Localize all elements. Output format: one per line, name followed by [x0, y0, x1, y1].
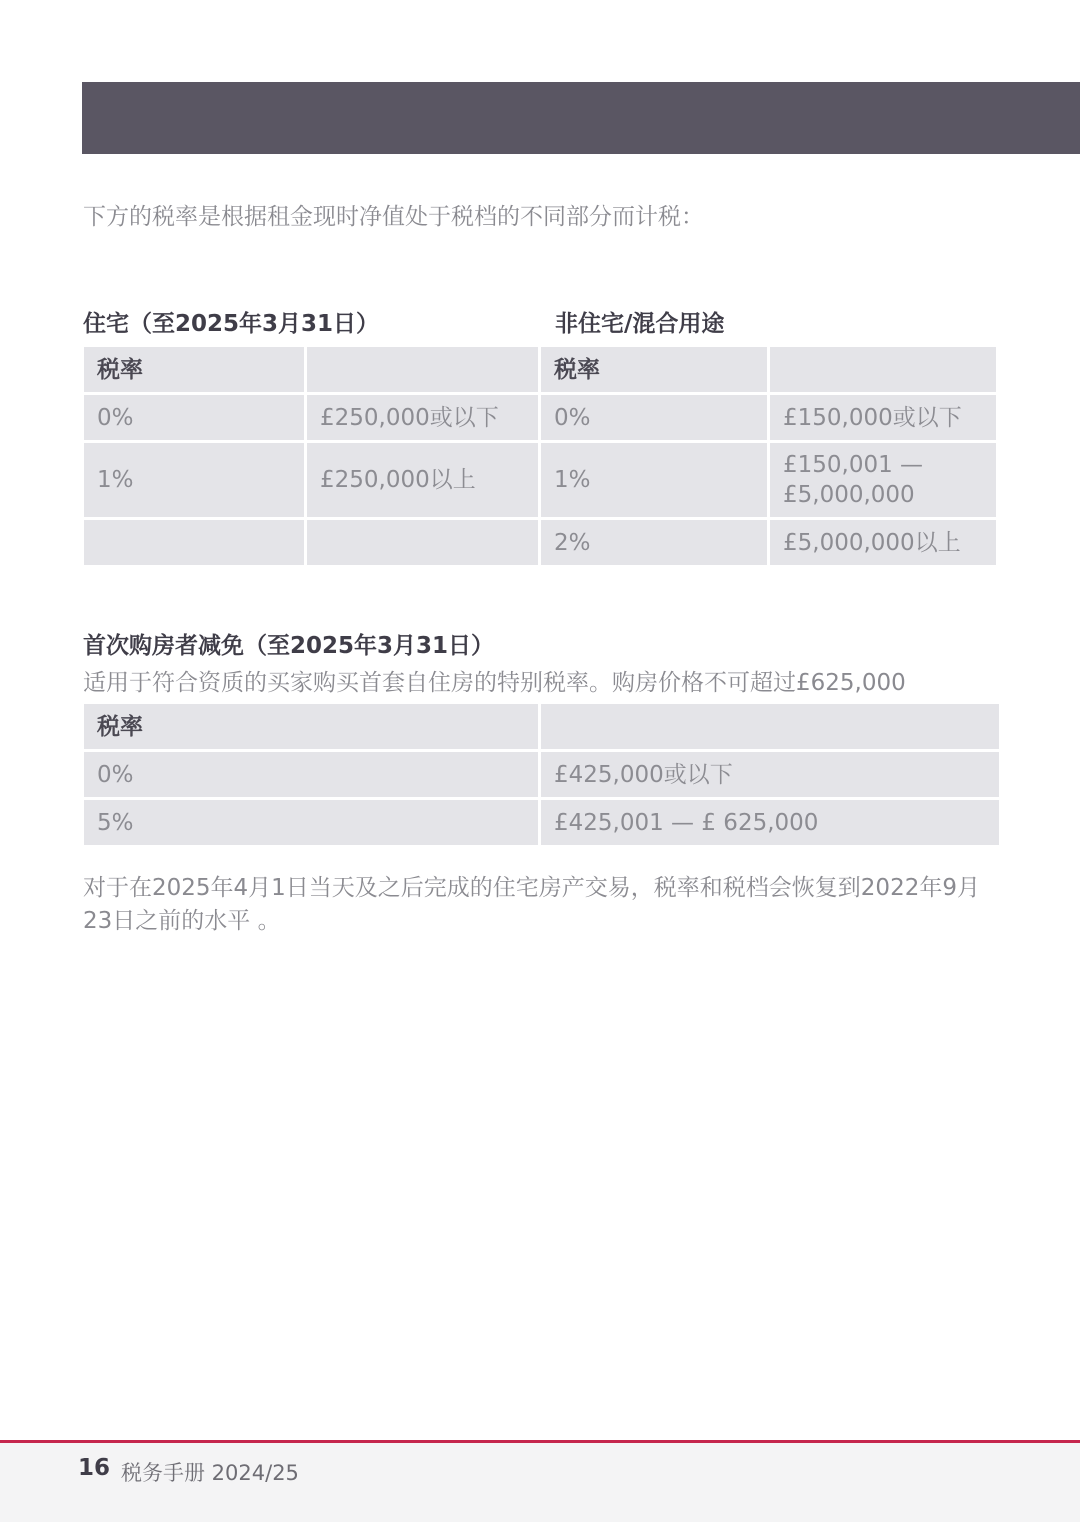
- first-time-rate-header: 税率: [83, 703, 540, 751]
- table-header-row: [83, 703, 1001, 751]
- table-row: [83, 751, 1001, 799]
- book-title: 税务手册 2024/25: [121, 1461, 299, 1485]
- first-time-table: [81, 701, 1002, 848]
- table-row: [83, 442, 998, 519]
- residential-rate-header: 税率: [83, 346, 306, 394]
- table-cell: 0%: [83, 394, 306, 442]
- table-cell: [83, 519, 306, 567]
- table-cell: £250,000以上: [306, 442, 540, 519]
- transition-note: 对于在2025年4月1日当天及之后完成的住宅房产交易，税率和税档会恢复到2022年9月23日之前的水平 。: [83, 875, 980, 934]
- non-residential-rate-header: 税率: [540, 346, 769, 394]
- non-residential-title: 非住宅/混合用途: [555, 311, 725, 337]
- table-cell: 0%: [83, 751, 540, 799]
- table-cell: £425,001 — £ 625,000: [540, 799, 1001, 847]
- table-cell: £5,000,000以上: [769, 519, 998, 567]
- table-cell: 1%: [540, 442, 769, 519]
- table-row: [83, 519, 998, 567]
- residential-band-header: [306, 346, 540, 394]
- table-cell: £425,000或以下: [540, 751, 1001, 799]
- first-time-subtitle: 适用于符合资质的买家购买首套自住房的特别税率。购房价格不可超过£625,000: [83, 670, 906, 696]
- table-cell: 2%: [540, 519, 769, 567]
- table-header-row: [83, 346, 998, 394]
- table-cell: £150,000或以下: [769, 394, 998, 442]
- residential-title: 住宅（至2025年3月31日）: [83, 311, 380, 337]
- table-cell: [306, 519, 540, 567]
- table-cell: 5%: [83, 799, 540, 847]
- table-row: [83, 394, 998, 442]
- table-cell: £150,001 — £5,000,000: [769, 442, 998, 519]
- table-row: [83, 799, 1001, 847]
- page-number: 16: [78, 1455, 111, 1481]
- non-residential-band-header: [769, 346, 998, 394]
- first-time-band-header: [540, 703, 1001, 751]
- intro-text: 下方的税率是根据租金现时净值处于税档的不同部分而计税：: [83, 204, 704, 230]
- header-bar: [82, 82, 1080, 154]
- rates-table: [81, 344, 999, 568]
- table-cell: 0%: [540, 394, 769, 442]
- table-cell: 1%: [83, 442, 306, 519]
- first-time-title: 首次购房者减免（至2025年3月31日）: [83, 633, 495, 659]
- table-cell: £250,000或以下: [306, 394, 540, 442]
